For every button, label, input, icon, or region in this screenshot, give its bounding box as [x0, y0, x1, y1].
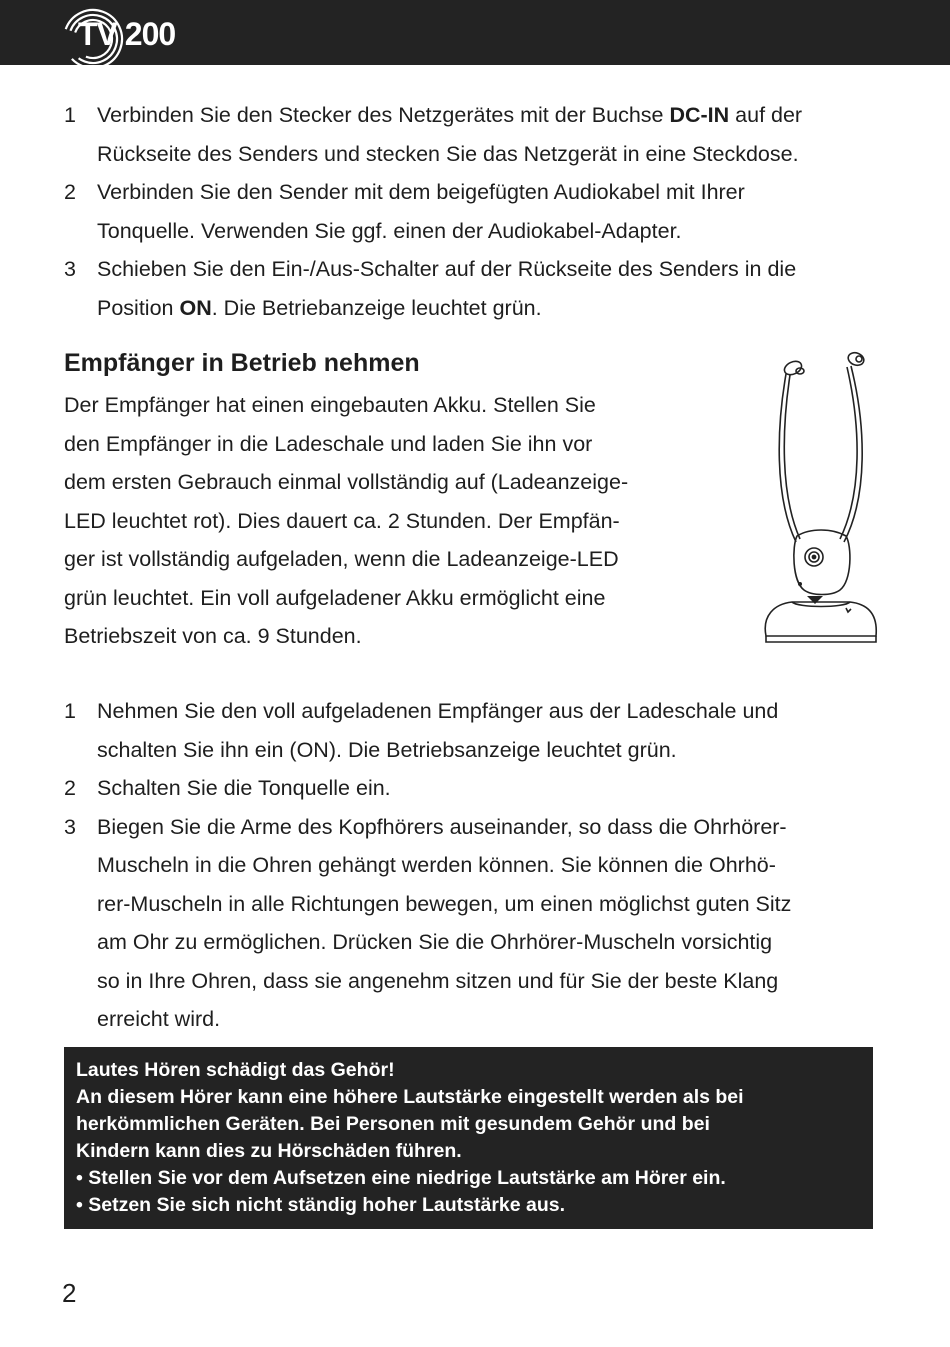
- step-line: erreicht wird.: [97, 1007, 221, 1031]
- paragraph-line: den Empfänger in die Ladeschale und laden Sie ihn vor: [64, 431, 593, 456]
- warning-line: Kindern kann dies zu Hörschäden führen.: [76, 1140, 462, 1162]
- warning-line: An diesem Hörer kann eine höhere Lautstärke eingestellt werden als bei: [76, 1086, 744, 1108]
- step-bold-text: ON: [179, 295, 212, 320]
- step-line: [97, 289, 802, 328]
- paragraph-line: dem ersten Gebrauch einmal vollständig auf (Ladeanzeige-: [64, 470, 629, 494]
- hearing-warning-box: [64, 1047, 873, 1229]
- step-line: [97, 96, 802, 135]
- paragraph-line: grün leuchtet. Ein voll aufgeladener Akku ermöglicht eine: [64, 585, 606, 610]
- list-item: [64, 173, 802, 250]
- step-line: Tonquelle. Verwenden Sie ggf. einen der Audiokabel-Adapter.: [97, 218, 682, 243]
- step-number: 2: [64, 180, 76, 204]
- step-line: rer-Muscheln in alle Richtungen bewegen, um einen möglichst guten Sitz: [97, 891, 792, 916]
- warning-heading: Lautes Hören schädigt das Gehör!: [76, 1059, 395, 1081]
- paragraph-line: LED leuchtet rot). Dies dauert ca. 2 Stunden. Der Empfän-: [64, 508, 620, 533]
- list-item: [64, 692, 791, 769]
- step-line: Nehmen Sie den voll aufgeladenen Empfänger aus der Ladeschale und: [97, 699, 779, 723]
- list-item: [64, 769, 791, 808]
- step-line: Biegen Sie die Arme des Kopfhörers auseinander, so dass die Ohrhörer-: [97, 814, 787, 839]
- step-text: Verbinden Sie den Stecker des Netzgerätes mit der Buchse: [97, 103, 670, 127]
- step-line: am Ohr zu ermöglichen. Drücken Sie die Ohrhörer-Muscheln vorsichtig: [97, 930, 773, 954]
- step-line: Muscheln in die Ohren gehängt werden können. Sie können die Ohrhö-: [97, 853, 776, 877]
- step-number: 1: [64, 699, 76, 723]
- step-line: Rückseite des Senders und stecken Sie das Netzgerät in eine Steckdose.: [97, 141, 799, 166]
- setup-steps-list: [64, 96, 802, 327]
- step-line: Verbinden Sie den Sender mit dem beigefügten Audiokabel mit Ihrer: [97, 180, 745, 204]
- section-title: Empfänger in Betrieb nehmen: [64, 349, 420, 377]
- header-bar: [0, 0, 950, 65]
- step-line: so in Ihre Ohren, dass sie angenehm sitzen und für Sie der beste Klang: [97, 968, 779, 993]
- usage-steps-list: [64, 692, 791, 1039]
- list-item: [64, 808, 791, 1039]
- page-number: 2: [62, 1278, 77, 1308]
- paragraph-line: ger ist vollständig aufgeladen, wenn die Ladeanzeige-LED: [64, 547, 619, 571]
- warning-bullet: • Setzen Sie sich nicht ständig hoher Lautstärke aus.: [76, 1194, 566, 1216]
- list-item: [64, 250, 802, 327]
- step-number: 3: [64, 814, 76, 839]
- logo-text: TV 200: [78, 16, 176, 52]
- step-line: schalten Sie ihn ein (ON). Die Betriebsanzeige leuchtet grün.: [97, 737, 677, 762]
- step-line: Schalten Sie die Tonquelle ein.: [97, 776, 391, 800]
- list-item: [64, 96, 802, 173]
- paragraph-line: Der Empfänger hat einen eingebauten Akku. Stellen Sie: [64, 393, 596, 417]
- step-line: Schieben Sie den Ein-/Aus-Schalter auf der Rückseite des Senders in die: [97, 257, 797, 281]
- paragraph-line: Betriebszeit von ca. 9 Stunden.: [64, 624, 362, 648]
- step-text: . Die Betriebanzeige leuchtet grün.: [211, 295, 542, 320]
- step-text: auf der: [729, 103, 803, 127]
- step-text: Position: [97, 295, 180, 320]
- step-number: 3: [64, 257, 76, 281]
- headset-in-charger-illustration: [752, 346, 886, 656]
- step-number: 2: [64, 776, 76, 800]
- step-bold-text: DC-IN: [669, 103, 730, 127]
- receiver-paragraph: [64, 386, 628, 656]
- step-number: 1: [64, 103, 76, 127]
- warning-bullet: • Stellen Sie vor dem Aufsetzen eine niedrige Lautstärke am Hörer ein.: [76, 1167, 726, 1189]
- warning-line: herkömmlichen Geräten. Bei Personen mit gesundem Gehör und bei: [76, 1113, 710, 1135]
